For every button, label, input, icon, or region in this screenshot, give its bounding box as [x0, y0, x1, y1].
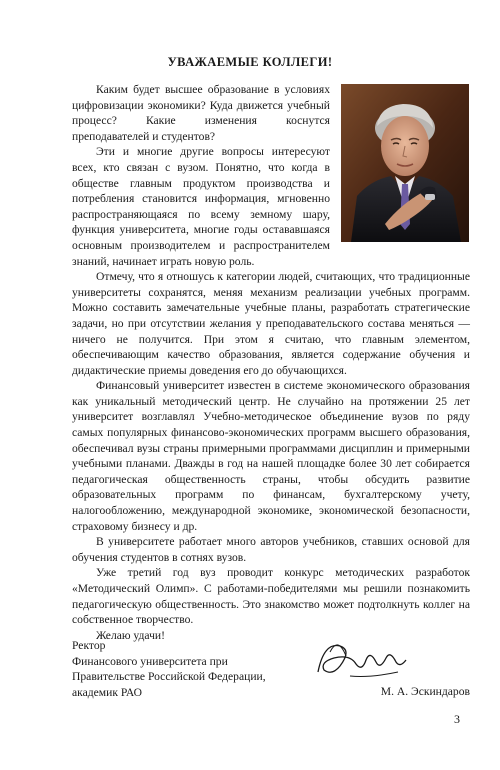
handwritten-signature	[310, 632, 410, 690]
paragraph: Уже третий год вуз проводит конкурс методических разработок «Методический Олимп». С работами-победителями мы решили познакомить педагогическую общественность. Это знакомство может подтолкнуть коллег на собственное творчество.	[72, 566, 470, 627]
signatory-line: Правительстве Российской Федерации,	[72, 670, 266, 684]
signatory-line: академик РАО	[72, 685, 142, 699]
letter-body	[72, 82, 470, 643]
signatory-position	[72, 638, 332, 700]
paragraph: Эти и многие другие вопросы интересуют всех, кто связан с вузом. Понятно, что когда в обществе главным продуктом производства и потребления становится информация, мгновенно распространяющаяся по всему земному шару, функция университета, многие годы остававшаяся основным производителем и распространителем знаний, начинает играть новую роль.	[72, 145, 330, 268]
page-number: 3	[454, 712, 460, 726]
paragraph: Финансовый университет известен в системе экономического образования как уникальный методический центр. Не случайно на протяжении 25 лет университет возглавлял Учебно-методическое объединение вузов по ряду самых популярных финансово-экономических программ высшего образования, обеспечивал вузы страны примерными программами дисциплин и примерными учебными планами. Дважды в год на нашей площадке более 30 лет собирается педагогическая общественность страны, чтобы обсудить развитие образовательных программ по финансам, бухгалтерскому учету, налогообложению, международной экономике, экономической безопасности, страховому бизнесу и др.	[72, 379, 470, 533]
page-title: УВАЖАЕМЫЕ КОЛЛЕГИ!	[167, 55, 333, 69]
paragraph: В университете работает много авторов учебников, ставших основой для обучения студентов в сотнях вузов.	[72, 535, 470, 564]
paragraph: Каким будет высшее образование в условиях цифровизации экономики? Куда движется учебный процесс? Какие изменения коснутся преподавателей и студентов?	[72, 83, 330, 143]
signatory-line: Ректор	[72, 639, 106, 652]
paragraph: Отмечу, что я отношусь к категории людей, считающих, что традиционные университеты сохранятся, меняя механизм реализации учебных программ. Можно составить замечательные учебные планы, разработать стратегические задачи, но при отсутствии желания у преподавательского состава меняться — ничего не получится. При этом я считаю, что главным элементом, обеспечивающим качество образования, является содержание обучения и дидактические приемы доведения его до обучающихся.	[72, 270, 470, 377]
signatory-name: М. А. Эскиндаров	[380, 685, 470, 698]
signatory-line: Финансового университета при	[72, 654, 228, 668]
portrait-text-wrap	[330, 82, 470, 244]
paragraph: Желаю удачи!	[96, 628, 165, 642]
